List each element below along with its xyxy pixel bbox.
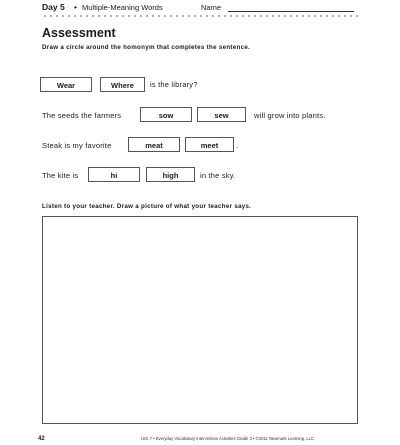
page-title: Assessment: [42, 26, 116, 40]
option-hi[interactable]: hi: [88, 167, 140, 182]
option-sew[interactable]: sew: [197, 107, 246, 122]
option-high[interactable]: high: [146, 167, 195, 182]
option-sow[interactable]: sow: [140, 107, 192, 122]
bullet-separator: •: [74, 2, 77, 12]
question-4-start: The kite is: [42, 171, 79, 180]
question-3-ending: .: [236, 141, 239, 150]
name-label: Name: [201, 3, 222, 12]
option-wear[interactable]: Wear: [40, 77, 92, 92]
page-number: 42: [38, 436, 45, 442]
option-meet[interactable]: meet: [185, 137, 234, 152]
day-label: Day 5: [42, 2, 65, 12]
option-where[interactable]: Where: [100, 77, 145, 92]
question-4-ending: in the sky.: [200, 171, 236, 180]
drawing-area[interactable]: [42, 216, 358, 424]
dotted-divider: [42, 14, 360, 18]
circle-directions: Draw a circle around the homonym that completes the sentence.: [42, 44, 251, 51]
listen-directions: Listen to your teacher. Draw a picture of what your teacher says.: [42, 203, 252, 210]
name-line[interactable]: [228, 11, 354, 12]
question-1-ending: is the library?: [150, 80, 198, 89]
question-3-start: Steak is my favorite: [42, 141, 112, 150]
lesson-subtitle: Multiple-Meaning Words: [82, 3, 163, 12]
question-2-ending: will grow into plants.: [254, 111, 326, 120]
option-meat[interactable]: meat: [128, 137, 180, 152]
footer-credit: Unit 7 • Everyday Vocabulary Intervention Activities Grade 3 • ©2011 Newmark Learning, LLC: [141, 436, 315, 441]
question-2-start: The seeds the farmers: [42, 111, 122, 120]
